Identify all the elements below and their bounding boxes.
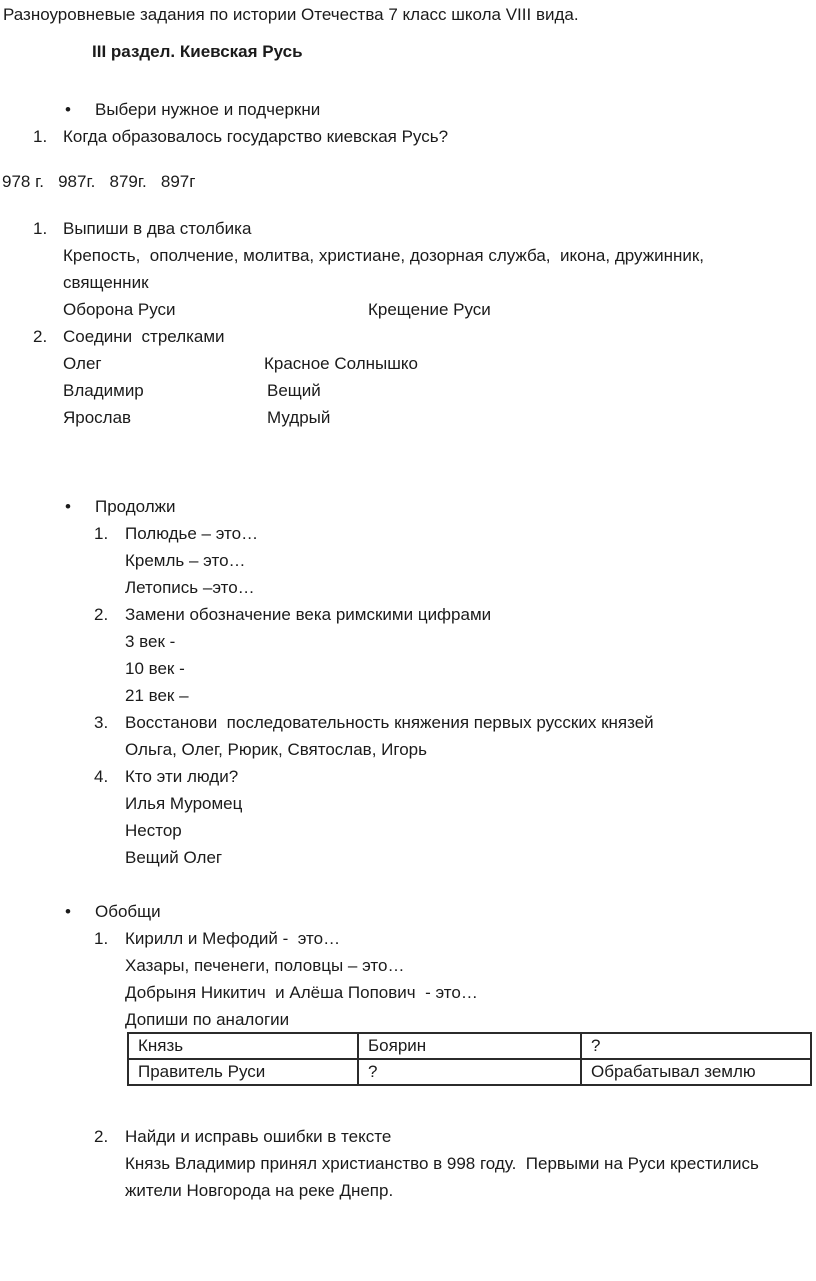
list-number: 1.	[94, 524, 109, 543]
table-cell: ?	[358, 1059, 581, 1085]
table-cell: ?	[581, 1033, 811, 1059]
match-pair-right: Красное Солнышко	[264, 354, 418, 373]
summarize-item-1-line-3: Добрыня Никитич и Алёша Попович - это…	[125, 983, 478, 1002]
summarize-item-1	[94, 925, 340, 952]
century-line-3: 21 век –	[125, 686, 189, 705]
table-cell: Князь	[128, 1033, 358, 1059]
continue-item-4-text: Кто эти люди?	[125, 767, 239, 786]
select-task-question	[33, 123, 448, 150]
list-number: 2.	[94, 605, 109, 624]
doc-title: Разноуровневые задания по истории Отечества 7 класс школа VIII вида.	[3, 5, 579, 24]
bullet-marker: •	[65, 902, 71, 921]
bullet-marker: •	[65, 100, 71, 119]
continue-item-4	[94, 763, 238, 790]
match-pair-row	[63, 377, 321, 404]
summarize-task-heading-text: Обобщи	[95, 902, 161, 921]
columns-task-heading	[33, 215, 251, 242]
table-cell: Обрабатывал землю	[581, 1059, 811, 1085]
select-task-question-text: Когда образовалось государство киевская Русь?	[63, 127, 449, 146]
columns-task-heading-text: Выпиши в два столбика	[63, 219, 252, 238]
continue-task-heading-text: Продолжи	[95, 497, 176, 516]
select-task-heading-text: Выбери нужное и подчеркни	[95, 100, 321, 119]
error-text-line-1: Князь Владимир принял христианство в 998 году. Первыми на Руси крестились	[125, 1154, 759, 1173]
list-number: 1.	[33, 219, 48, 238]
match-pair-row	[63, 404, 330, 431]
columns-task-words-1: Крепость, ополчение, молитва, христиане, дозорная служба, икона, дружинник,	[63, 246, 705, 265]
list-number: 3.	[94, 713, 109, 732]
match-pair-left: Олег	[63, 354, 102, 373]
summarize-task-heading	[65, 898, 161, 925]
continue-item-3-text: Восстанови последовательность княжения первых русских князей	[125, 713, 654, 732]
continue-item-2-text: Замени обозначение века римскими цифрами	[125, 605, 492, 624]
person-name-3: Вещий Олег	[125, 848, 223, 867]
match-task-heading	[33, 323, 225, 350]
column-left-label: Оборона Руси	[63, 300, 176, 319]
error-text-line-2: жители Новгорода на реке Днепр.	[125, 1181, 394, 1200]
person-name-1: Илья Муромец	[125, 794, 243, 813]
continue-item-2	[94, 601, 491, 628]
summarize-item-2	[94, 1123, 391, 1150]
column-right-label: Крещение Руси	[368, 300, 491, 319]
analogy-table	[127, 1032, 812, 1086]
match-pair-right: Вещий	[267, 381, 321, 400]
summarize-item-1-text: Кирилл и Мефодий - это…	[125, 929, 341, 948]
table-cell: Боярин	[358, 1033, 581, 1059]
list-number: 1.	[33, 127, 48, 146]
continue-item-1	[94, 520, 258, 547]
century-line-1: 3 век -	[125, 632, 176, 651]
columns-task-words-2: священник	[63, 273, 149, 292]
continue-task-heading	[65, 493, 176, 520]
date-options: 978 г. 987г. 879г. 897г	[2, 172, 196, 191]
match-pair-left: Владимир	[63, 381, 144, 400]
continue-item-3	[94, 709, 654, 736]
princes-list: Ольга, Олег, Рюрик, Святослав, Игорь	[125, 740, 427, 759]
list-number: 1.	[94, 929, 109, 948]
continue-item-1-text: Полюдье – это…	[125, 524, 259, 543]
continue-item-1-line-3: Летопись –это…	[125, 578, 255, 597]
match-task-heading-text: Соедини стрелками	[63, 327, 225, 346]
list-number: 2.	[94, 1127, 109, 1146]
table-cell: Правитель Руси	[128, 1059, 358, 1085]
list-number: 4.	[94, 767, 109, 786]
match-pair-left: Ярослав	[63, 408, 132, 427]
select-task-heading	[65, 96, 320, 123]
continue-item-1-line-2: Кремль – это…	[125, 551, 246, 570]
person-name-2: Нестор	[125, 821, 182, 840]
columns-task-column-headers	[63, 296, 491, 323]
table-row	[128, 1059, 811, 1085]
section-heading: III раздел. Киевская Русь	[92, 42, 303, 61]
match-pair-row	[63, 350, 418, 377]
table-row	[128, 1033, 811, 1059]
bullet-marker: •	[65, 497, 71, 516]
match-pair-right: Мудрый	[267, 408, 331, 427]
list-number: 2.	[33, 327, 48, 346]
summarize-item-1-line-2: Хазары, печенеги, половцы – это…	[125, 956, 405, 975]
summarize-item-2-text: Найди и исправь ошибки в тексте	[125, 1127, 392, 1146]
analogy-instruction: Допиши по аналогии	[125, 1010, 290, 1029]
century-line-2: 10 век -	[125, 659, 185, 678]
